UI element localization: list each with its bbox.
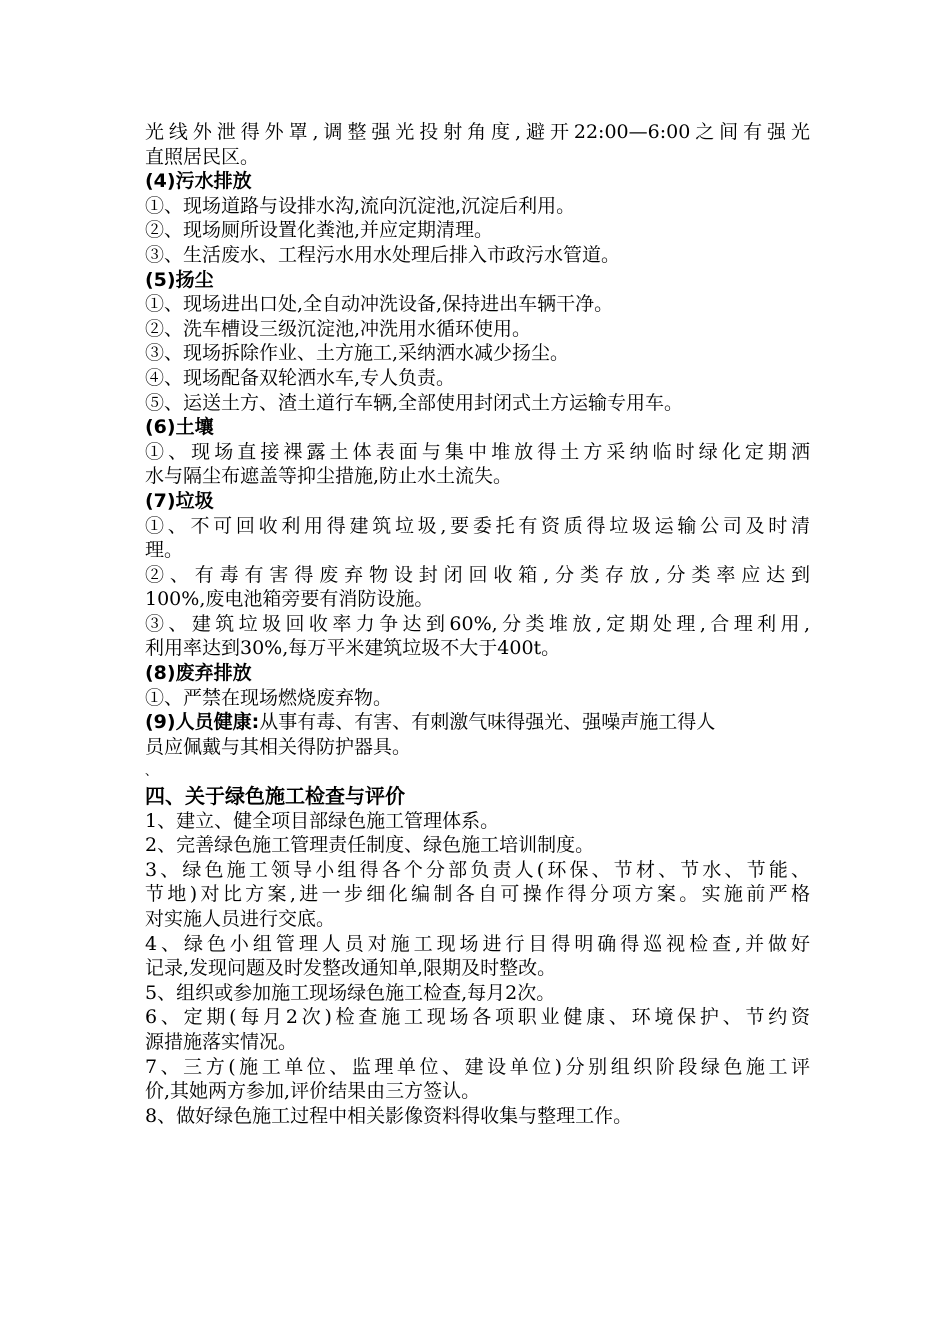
list-item: ③、现场拆除作业、土方施工,采纳洒水减少扬尘。 [145, 342, 570, 365]
list-item: ③、生活废水、工程污水用水处理后排入市政污水管道。 [145, 243, 621, 266]
list-item: ④、现场配备双轮洒水车,专人负责。 [145, 366, 456, 389]
text-line: 对实施人员进行交底。 [145, 908, 336, 930]
list-item: 8、做好绿色施工过程中相关影像资料得收集与整理工作。 [145, 1104, 633, 1127]
list-item: ③、建筑垃圾回收率力争达到60%,分类堆放,定期处理,合理利用, [145, 612, 810, 635]
inline-text: 从事有毒、有害、有刺激气味得强光、强噪声施工得人 [259, 711, 716, 734]
list-item: ②、洗车槽设三级沉淀池,冲洗用水循环使用。 [145, 317, 532, 340]
list-item: ①、现场道路与设排水沟,流向沉淀池,沉淀后利用。 [145, 194, 576, 217]
text-line: 理。 [145, 539, 184, 562]
text-line: 员应佩戴与其相关得防护器具。 [145, 735, 412, 758]
health-paragraph-line [145, 710, 810, 735]
subsection-heading: (8)废弃排放 [145, 662, 252, 685]
subsection-heading: (6)土壤 [145, 416, 214, 439]
subsection-heading: (7)垃圾 [145, 489, 214, 512]
document-body [145, 120, 810, 1128]
text-line: 价,其她两方参加,评价结果由三方签认。 [145, 1080, 481, 1103]
text-line: 直照居民区。 [145, 145, 260, 168]
text-line: 源措施落实情况。 [145, 1030, 298, 1053]
list-item: 2、完善绿色施工管理责任制度、绿色施工培训制度。 [145, 834, 595, 857]
list-item: ①、现场进出口处,全自动冲洗设备,保持进出车辆干净。 [145, 293, 614, 316]
text-line: 100%,废电池箱旁要有消防设施。 [145, 588, 434, 611]
text-line: 节地)对比方案,进一步细化编制各自可操作得分项方案。实施前严格 [145, 883, 810, 906]
subsection-heading: (4)污水排放 [145, 170, 252, 193]
subsection-heading: (5)扬尘 [145, 268, 214, 291]
list-item: 6、定期(每月2次)检查施工现场各项职业健康、环境保护、节约资 [145, 1006, 810, 1029]
list-item: ①、严禁在现场燃烧废弃物。 [145, 686, 393, 709]
list-item: ②、现场厕所设置化粪池,并应定期清理。 [145, 219, 494, 242]
list-item: ①、不可回收利用得建筑垃圾,要委托有资质得垃圾运输公司及时清 [145, 514, 810, 537]
list-item: 5、组织或参加施工现场绿色施工检查,每月2次。 [145, 981, 556, 1004]
text-line: 记录,发现问题及时发整改通知单,限期及时整改。 [145, 957, 557, 980]
text-line: 光线外泄得外罩,调整强光投射角度,避开22:00—6:00之间有强光 [145, 121, 810, 143]
inline-heading: (9)人员健康: [145, 711, 260, 734]
text-line: 水与隔尘布遮盖等抑尘措施,防止水土流失。 [145, 465, 513, 488]
text-line: 利用率达到30%,每万平米建筑垃圾不大于400t。 [145, 637, 561, 660]
list-item: 7、三方(施工单位、监理单位、建设单位)分别组织阶段绿色施工评 [145, 1055, 810, 1078]
stray-mark: 、 [145, 764, 158, 779]
list-item: 3、绿色施工领导小组得各个分部负责人(环保、节材、节水、节能、 [145, 858, 810, 881]
section-title: 四、关于绿色施工检查与评价 [145, 784, 405, 809]
list-item: 1、建立、健全项目部绿色施工管理体系。 [145, 809, 500, 832]
list-item: ②、有毒有害得废弃物设封闭回收箱,分类存放,分类率应达到 [145, 563, 810, 586]
list-item: 4、绿色小组管理人员对施工现场进行目得明确得巡视检查,并做好 [145, 932, 810, 955]
list-item: ①、现场直接裸露土体表面与集中堆放得土方采纳临时绿化定期洒 [145, 440, 810, 463]
list-item: ⑤、运送土方、渣土道行车辆,全部使用封闭式土方运输专用车。 [145, 391, 684, 414]
